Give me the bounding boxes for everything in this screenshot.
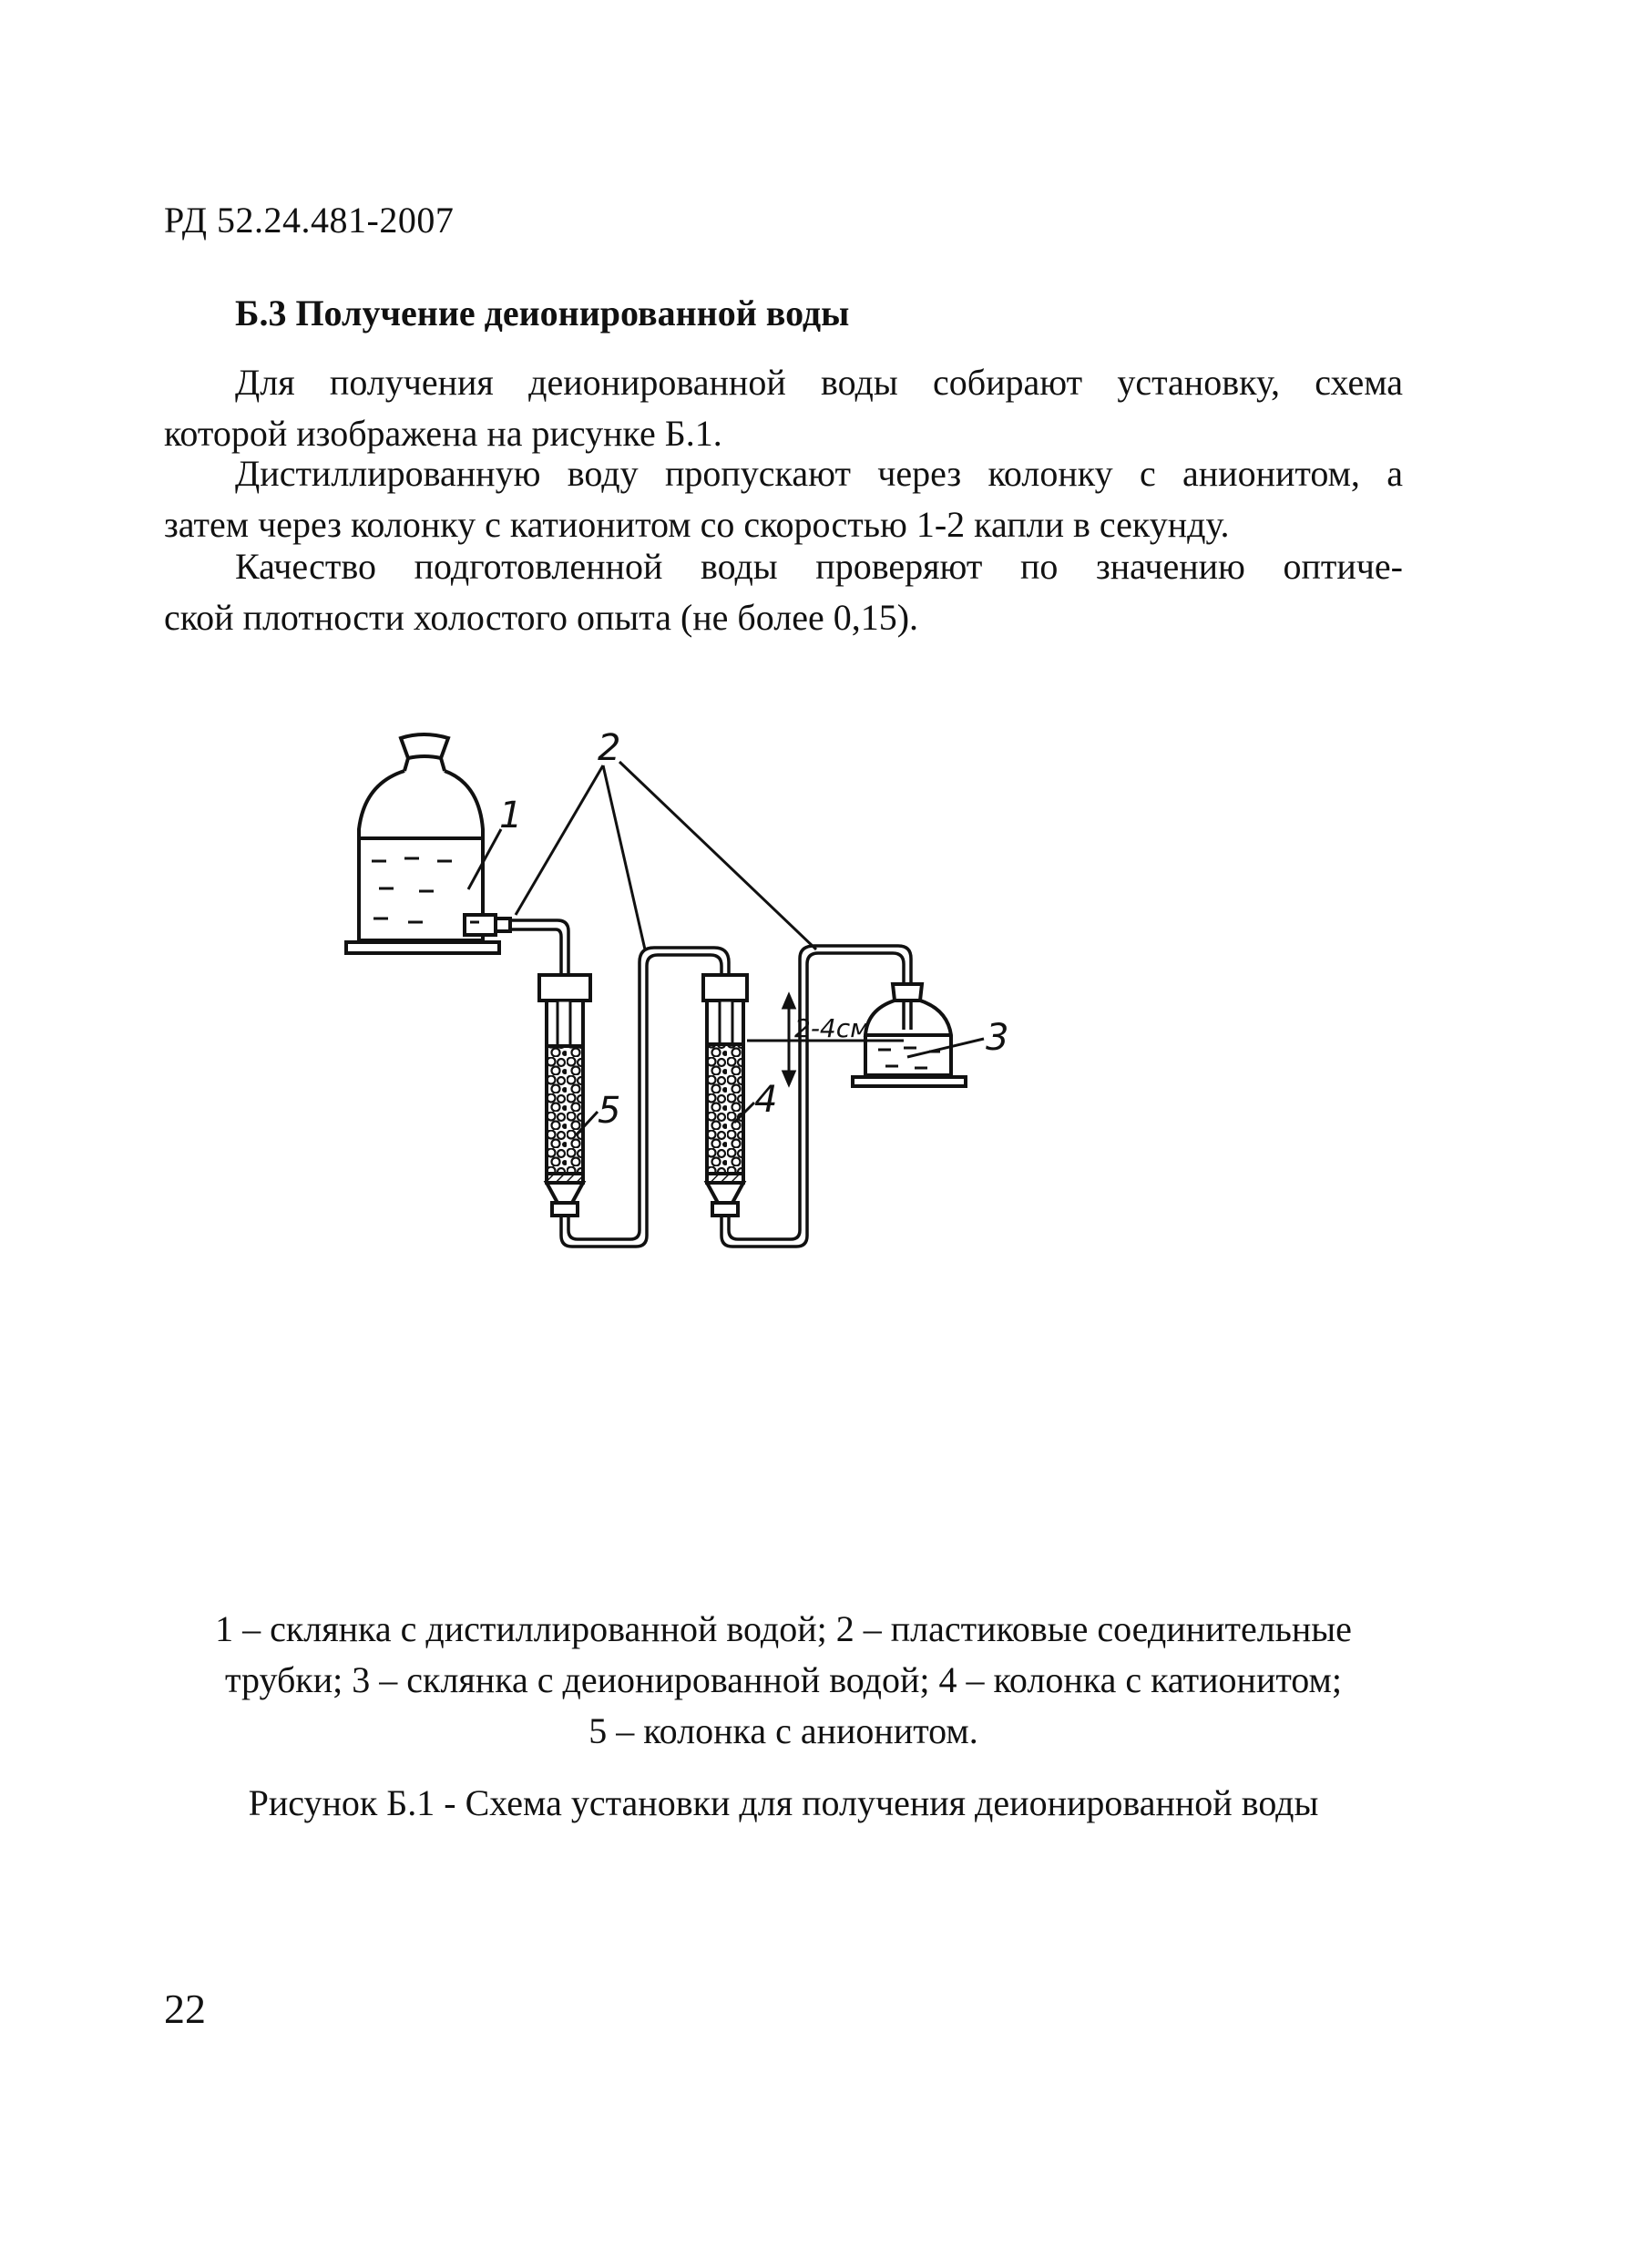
anion-exchange-column (539, 975, 590, 1216)
figure-legend (164, 1604, 1403, 1757)
paragraph-line: Для получения деионированной воды собирают установку, схема (235, 362, 1403, 403)
callout-4: 4 (754, 1079, 778, 1121)
paragraph (164, 448, 1403, 550)
paragraph-line: ской плотности холостого опыта (не более 0,15). (164, 597, 919, 638)
document-code: РД 52.24.481-2007 (164, 200, 455, 241)
legend-line: трубки; 3 – склянка с деионированной водой; 4 – колонка с катионитом; (225, 1659, 1342, 1700)
apparatus-diagram (346, 711, 1294, 1476)
paragraph-line: которой изображена на рисунке Б.1. (164, 413, 722, 454)
deionized-water-bottle (853, 984, 966, 1086)
dimension-label: 2-4см (794, 1013, 870, 1043)
section-heading: Б.3 Получение деионированной воды (235, 292, 850, 334)
callout-1: 1 (499, 795, 523, 836)
legend-line: 5 – колонка с анионитом. (588, 1710, 978, 1751)
legend-line: 1 – склянка с дистиллированной водой; 2 – пластиковые соединительные (215, 1608, 1352, 1649)
paragraph (164, 541, 1403, 643)
distilled-water-bottle (346, 734, 510, 953)
paragraph-line: Дистиллированную воду пропускают через колонку с анионитом, а (235, 453, 1403, 494)
page-number: 22 (164, 1986, 206, 2032)
callout-5: 5 (598, 1090, 621, 1132)
apparatus-svg (346, 711, 1294, 1476)
figure-caption: Рисунок Б.1 - Схема установки для получения деионированной воды (248, 1782, 1319, 1823)
callout-3: 3 (986, 1017, 1009, 1059)
callout-2: 2 (598, 727, 621, 769)
cation-exchange-column (703, 975, 747, 1216)
paragraph (164, 357, 1403, 459)
paragraph-line: Качество подготовленной воды проверяют по значению оптиче- (235, 546, 1403, 587)
paragraph-line: затем через колонку с катионитом со скоростью 1-2 капли в секунду. (164, 504, 1230, 545)
